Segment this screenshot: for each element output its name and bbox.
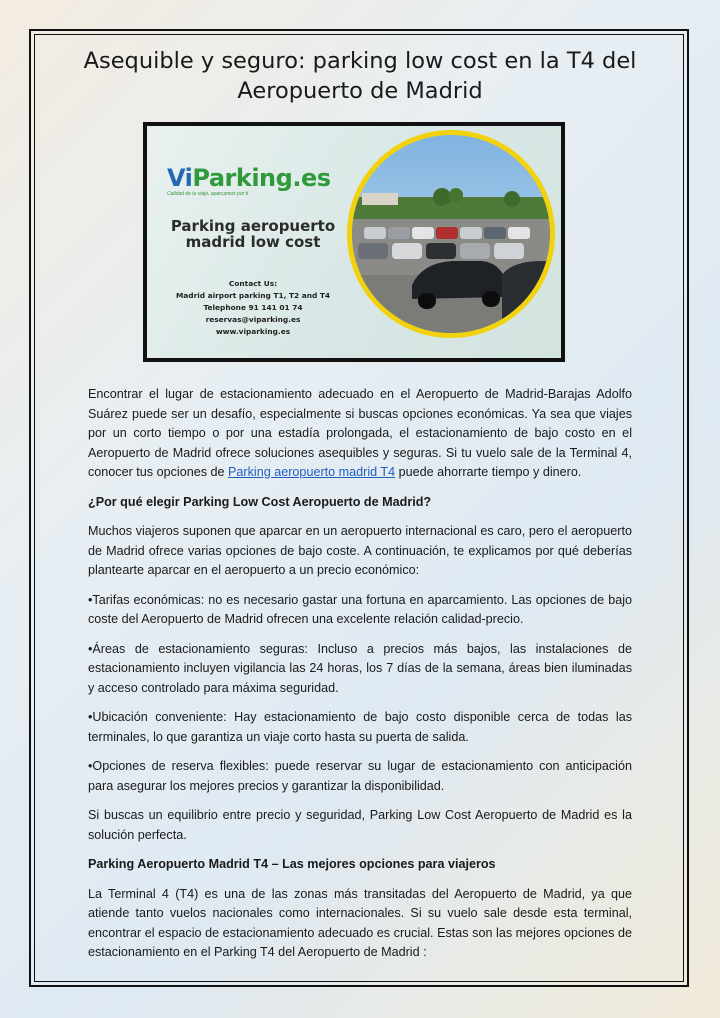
logo-tagline: Calidad de tu viaje, aparcamos por ti — [167, 191, 249, 197]
contact-block — [155, 278, 351, 338]
contact-line-website: www.viparking.es — [215, 327, 291, 336]
paragraph-summary: Si buscas un equilibrio entre precio y seguridad, Parking Low Cost Aeropuerto de Madrid es la solución perfecta. — [88, 808, 632, 842]
logo-rest: Parking.es — [192, 164, 331, 192]
parking-photo-frame — [347, 130, 555, 338]
article-body — [88, 385, 632, 973]
contact-line-phone: Telephone 91 141 01 74 — [203, 303, 303, 312]
section-heading-t4: Parking Aeropuerto Madrid T4 – Las mejores opciones para viajeros — [88, 857, 496, 871]
parking-lot-photo — [352, 135, 550, 333]
contact-title: Contact Us: — [228, 279, 278, 288]
hero-banner — [143, 122, 565, 362]
contact-line-email: reservas@viparking.es — [205, 315, 301, 324]
bullet-reserva: •Opciones de reserva flexibles: puede reservar su lugar de estacionamiento con anticipación para asegurar los mejores precios y garantizar la disponibilidad. — [88, 759, 632, 793]
bullet-tarifas: •Tarifas económicas: no es necesario gastar una fortuna en aparcamiento. Las opciones de bajo coste del Aeropuerto de Madrid ofrecen una excelente relación calidad-precio. — [88, 592, 632, 626]
intro-paragraph — [88, 385, 632, 483]
page-title: Asequible y seguro: parking low cost en la T4 del Aeropuerto de Madrid — [83, 48, 637, 104]
bullet-ubicacion: •Ubicación conveniente: Hay estacionamiento de bajo costo disponible cerca de todas las terminales, lo que garantiza un viaje corto hasta su puerta de salida. — [88, 710, 632, 744]
logo-vi: Vi — [167, 164, 193, 192]
paragraph-t4: La Terminal 4 (T4) es una de las zonas más transitadas del Aeropuerto de Madrid, ya que atiende tanto vuelos nacionales como internacionales. Si su vuelo sale desde esta terminal, encontrar el espacio de estacionamiento adecuado es crucial. Estas son las mejores opciones de estacionamiento en el Parking T4 del Aeropuerto de Madrid : — [88, 886, 632, 959]
contact-line-location: Madrid airport parking T1, T2 and T4 — [175, 291, 331, 300]
intro-text-end: puede ahorrarte tiempo y dinero. — [395, 465, 582, 479]
intro-text-start: Encontrar el lugar de estacionamiento adecuado en el Aeropuerto de Madrid-Barajas Adolfo Suárez puede ser un desafío, especialmente si buscas opciones económicas. Ya sea que viajes por un corto tiempo o por una estadía prolongada, el estacionamiento de bajo costo en el Aeropuerto de Madrid ofrece soluciones asequibles y seguras. Si tu vuelo sale de la Terminal 4, conocer tus opciones de — [88, 387, 632, 479]
paragraph-why: Muchos viajeros suponen que aparcar en un aeropuerto internacional es caro, pero el aeropuerto de Madrid ofrece varias opciones de bajo coste. A continuación, te explicamos por qué deberías plantearte aparcar en el aeropuerto a un precio económico: — [88, 524, 632, 577]
viparking-logo — [167, 164, 331, 197]
parking-t4-link[interactable]: Parking aeropuerto madrid T4 — [228, 465, 396, 479]
hero-heading: Parking aeropuerto madrid low cost — [170, 217, 336, 251]
bullet-areas: •Áreas de estacionamiento seguras: Incluso a precios más bajos, las instalaciones de estacionamiento incluyen vigilancia las 24 horas, los 7 días de la semana, áreas bien iluminadas y acceso controlado para máxima seguridad. — [88, 641, 632, 695]
section-heading-why: ¿Por qué elegir Parking Low Cost Aeropuerto de Madrid? — [88, 494, 432, 509]
